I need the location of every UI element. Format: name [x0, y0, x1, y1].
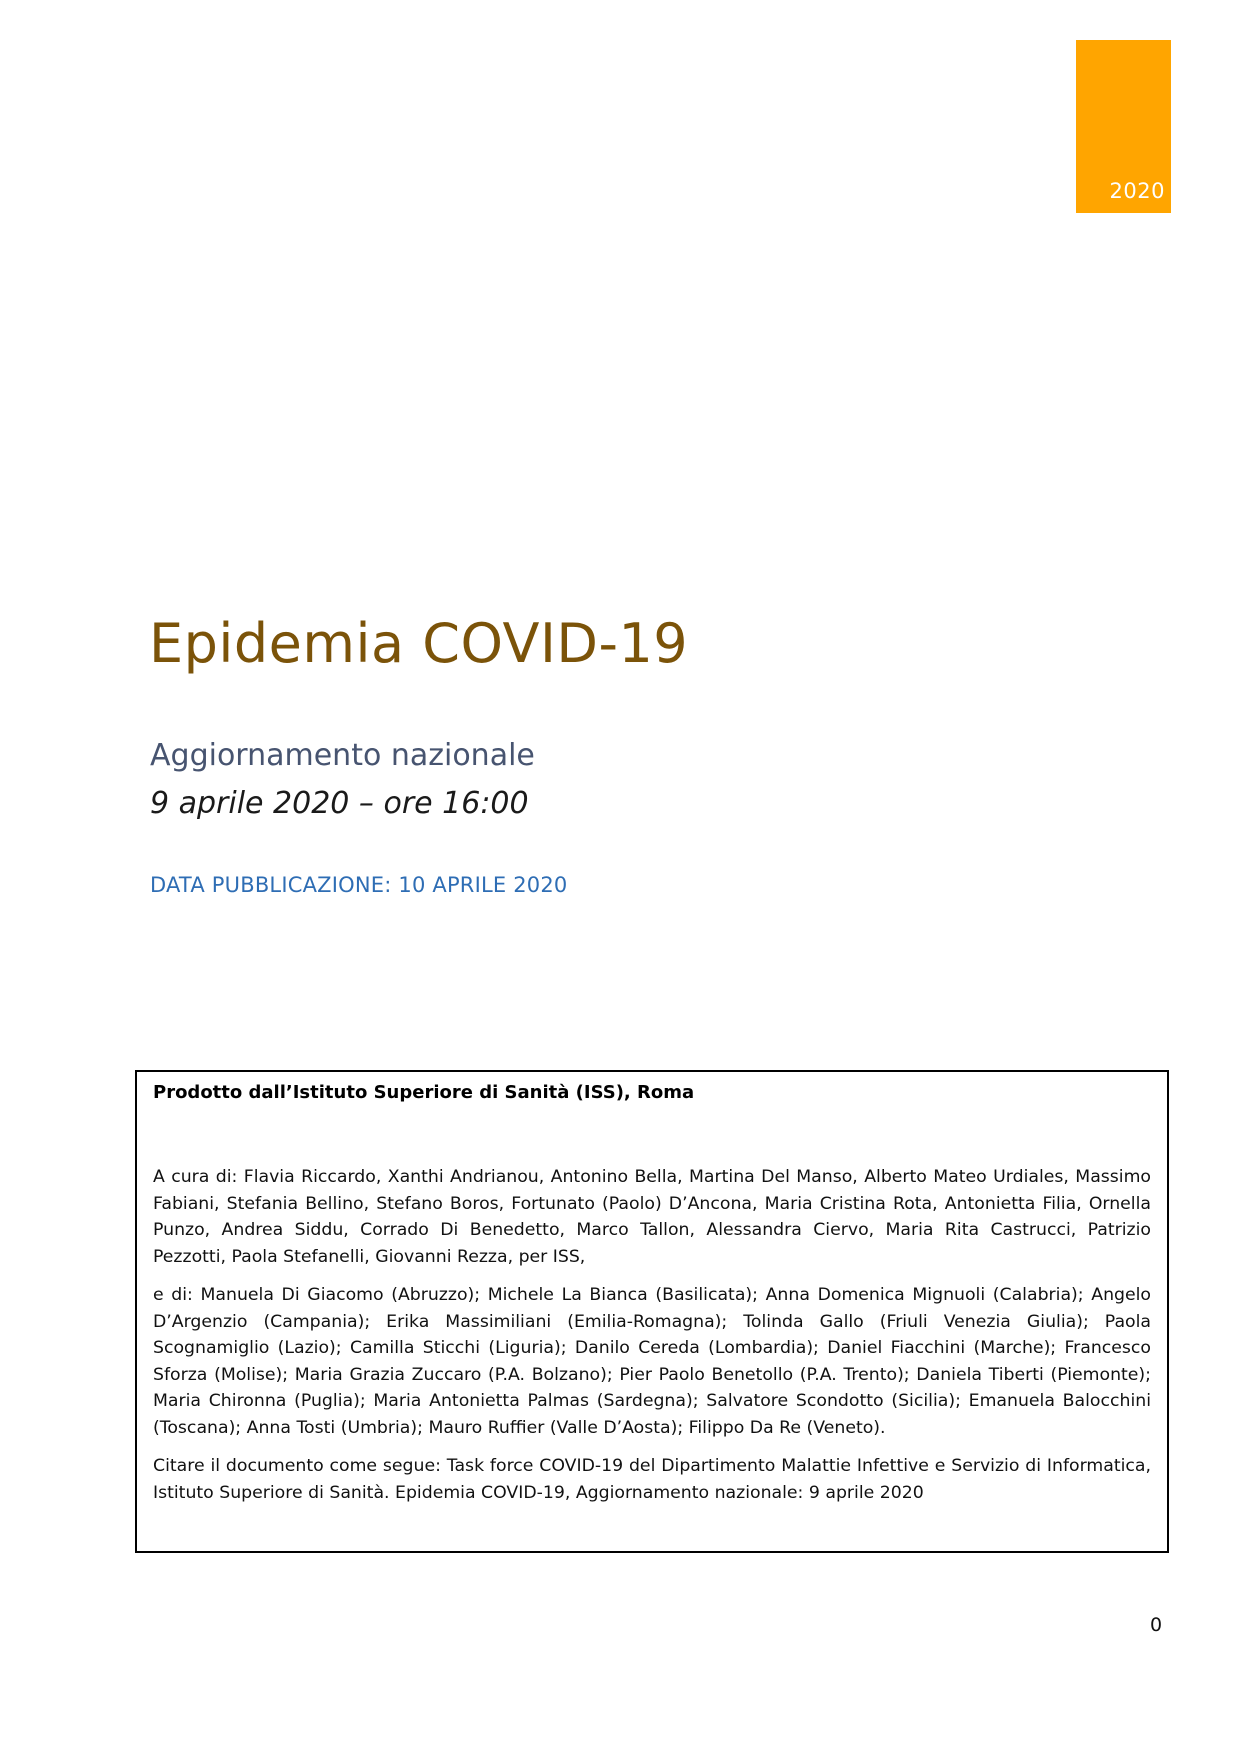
producer-line: Prodotto dall’Istituto Superiore di Sanità (ISS), Roma — [153, 1082, 695, 1103]
publication-date: DATA PUBBLICAZIONE: 10 APRILE 2020 — [150, 873, 568, 897]
citation-paragraph: Citare il documento come segue: Task force COVID-19 del Dipartimento Malattie Infettive e Servizio di Informatica, Istituto Superiore di Sanità. Epidemia COVID-19, Aggiornamento nazionale: 9 aprile 2020 — [153, 1456, 1151, 1503]
page-number: 0 — [1150, 1614, 1163, 1636]
year-tab — [1076, 40, 1171, 213]
document-subtitle: Aggiornamento nazionale — [150, 738, 535, 773]
year-badge-label: 2020 — [1109, 179, 1165, 203]
document-title: Epidemia COVID-19 — [149, 612, 689, 675]
iss-authors-paragraph: A cura di: Flavia Riccardo, Xanthi Andrianou, Antonino Bella, Martina Del Manso, Alberto Mateo Urdiales, Massimo Fabiani, Stefania Bellino, Stefano Boros, Fortunato (Paolo) D’Ancona, Maria Cristina Rota, Antonietta Filia, Ornella Punzo, Andrea Siddu, Corrado Di Benedetto, Marco Tallon, Alessandra Ciervo, Maria Rita Castrucci, Patrizio Pezzotti, Paola Stefanelli, Giovanni Rezza, per ISS, — [153, 1167, 1151, 1267]
report-date-line: 9 aprile 2020 – ore 16:00 — [150, 786, 529, 821]
credits-box — [135, 1070, 1169, 1553]
regional-authors-paragraph: e di: Manuela Di Giacomo (Abruzzo); Michele La Bianca (Basilicata); Anna Domenica Mignuoli (Calabria); Angelo D’Argenzio (Campania); Erika Massimiliani (Emilia-Romagna); Tolinda Gallo (Friuli Venezia Giulia); Paola Scognamiglio (Lazio); Camilla Sticchi (Liguria); Danilo Cereda (Lombardia); Daniel Fiacchini (Marche); Francesco Sforza (Molise); Maria Grazia Zuccaro (P.A. Bolzano); Pier Paolo Benetollo (P.A. Trento); Daniela Tiberti (Piemonte); Maria Chironna (Puglia); Maria Antonietta Palmas (Sardegna); Salvatore Scondotto (Sicilia); Emanuela Balocchini (Toscana); Anna Tosti (Umbria); Mauro Ruffier (Valle D’Aosta); Filippo Da Re (Veneto). — [153, 1285, 1151, 1438]
